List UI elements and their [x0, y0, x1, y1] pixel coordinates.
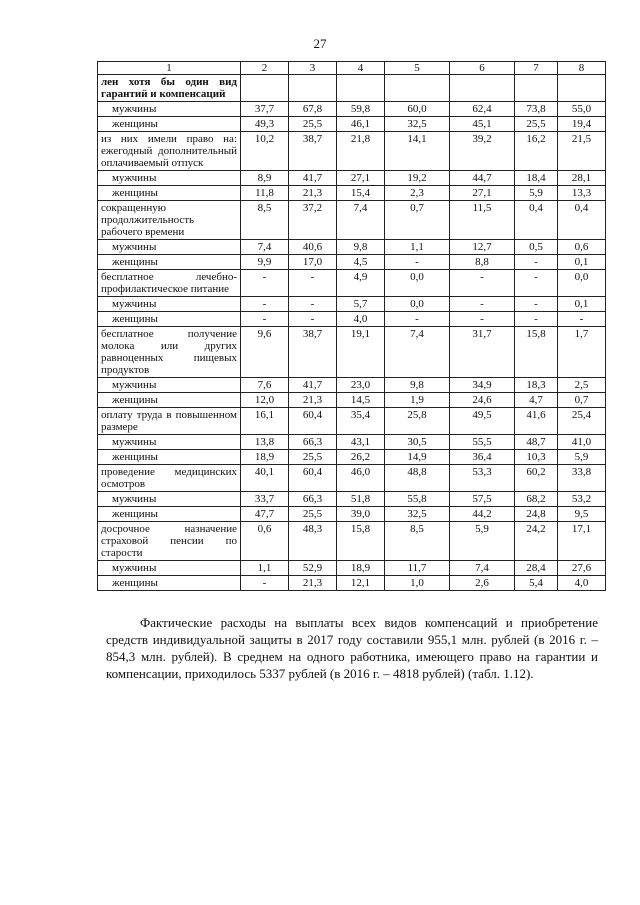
table-cell: 59,8 — [337, 102, 385, 117]
table-row — [98, 132, 606, 171]
table-cell: 8,5 — [241, 201, 289, 240]
table-cell: 49,5 — [450, 408, 515, 435]
table-row — [98, 450, 606, 465]
table-cell: 32,5 — [385, 117, 450, 132]
table-cell: 18,3 — [515, 378, 558, 393]
table-cell: 48,3 — [289, 522, 337, 561]
table-cell: - — [558, 312, 606, 327]
table-cell: 28,4 — [515, 561, 558, 576]
table-row — [98, 408, 606, 435]
row-label: досрочное назначение страховой пенсии по старости — [98, 522, 241, 561]
table-row — [98, 171, 606, 186]
table-cell: - — [450, 297, 515, 312]
table-cell: 14,5 — [337, 393, 385, 408]
table-cell: 0,5 — [515, 240, 558, 255]
table-cell: 46,0 — [337, 465, 385, 492]
row-label: женщины — [98, 450, 241, 465]
column-header: 3 — [289, 62, 337, 75]
table-cell: 1,7 — [558, 327, 606, 378]
table-cell: 40,6 — [289, 240, 337, 255]
table-cell: 48,8 — [385, 465, 450, 492]
statistics-table — [97, 61, 606, 591]
row-label: мужчины — [98, 435, 241, 450]
table-cell: 15,8 — [337, 522, 385, 561]
table-cell: 7,4 — [241, 240, 289, 255]
table-cell: 48,7 — [515, 435, 558, 450]
table-cell: 44,7 — [450, 171, 515, 186]
table-cell: 1,0 — [385, 576, 450, 591]
page-number: 27 — [313, 36, 327, 51]
table-cell: 68,2 — [515, 492, 558, 507]
table-cell: 26,2 — [337, 450, 385, 465]
table-cell: 4,5 — [337, 255, 385, 270]
table-cell: 46,1 — [337, 117, 385, 132]
table-cell: 41,7 — [289, 378, 337, 393]
table-cell: - — [289, 312, 337, 327]
table-cell: 27,1 — [337, 171, 385, 186]
table-cell: 11,7 — [385, 561, 450, 576]
table-cell: 25,5 — [289, 450, 337, 465]
row-label: мужчины — [98, 171, 241, 186]
table-row — [98, 312, 606, 327]
table-cell: 57,5 — [450, 492, 515, 507]
table-cell: - — [450, 270, 515, 297]
table-cell: 8,9 — [241, 171, 289, 186]
column-header: 4 — [337, 62, 385, 75]
table-row — [98, 522, 606, 561]
table-cell: 21,5 — [558, 132, 606, 171]
table-cell: - — [289, 270, 337, 297]
table-cell: 19,1 — [337, 327, 385, 378]
table-cell: 5,4 — [515, 576, 558, 591]
table-cell: 0,7 — [385, 201, 450, 240]
table-cell: 14,1 — [385, 132, 450, 171]
row-label: бесплатное лечебно-профилактическое питание — [98, 270, 241, 297]
row-label: мужчины — [98, 297, 241, 312]
table-cell — [515, 75, 558, 102]
row-label: женщины — [98, 117, 241, 132]
row-label: женщины — [98, 576, 241, 591]
table-cell: 55,8 — [385, 492, 450, 507]
table-cell: 60,4 — [289, 408, 337, 435]
table-cell: 13,3 — [558, 186, 606, 201]
table-cell: - — [385, 255, 450, 270]
column-header: 8 — [558, 62, 606, 75]
table-cell — [558, 75, 606, 102]
table-row — [98, 255, 606, 270]
table-row — [98, 270, 606, 297]
table-cell: 33,7 — [241, 492, 289, 507]
table-cell: 18,4 — [515, 171, 558, 186]
table-cell: 8,8 — [450, 255, 515, 270]
table-row — [98, 492, 606, 507]
table-cell: 25,8 — [385, 408, 450, 435]
table-cell: 2,3 — [385, 186, 450, 201]
table-cell: 28,1 — [558, 171, 606, 186]
column-header: 5 — [385, 62, 450, 75]
table-row — [98, 393, 606, 408]
table-cell: 0,6 — [558, 240, 606, 255]
table-cell: 2,5 — [558, 378, 606, 393]
table-cell: 12,7 — [450, 240, 515, 255]
table-cell: 27,6 — [558, 561, 606, 576]
table-cell: 67,8 — [289, 102, 337, 117]
row-label: женщины — [98, 507, 241, 522]
table-row — [98, 240, 606, 255]
row-label: женщины — [98, 255, 241, 270]
table-cell: 41,6 — [515, 408, 558, 435]
table-cell: 2,6 — [450, 576, 515, 591]
table-cell: 38,7 — [289, 132, 337, 171]
table-cell: 21,3 — [289, 186, 337, 201]
table-cell: 21,3 — [289, 576, 337, 591]
table-cell: 53,3 — [450, 465, 515, 492]
table-cell: 13,8 — [241, 435, 289, 450]
table-cell: 14,9 — [385, 450, 450, 465]
table-cell: 9,9 — [241, 255, 289, 270]
table-cell: 4,7 — [515, 393, 558, 408]
table-cell: - — [515, 270, 558, 297]
table-cell: 38,7 — [289, 327, 337, 378]
table-cell: 7,6 — [241, 378, 289, 393]
table-cell: 24,8 — [515, 507, 558, 522]
table-cell: 34,9 — [450, 378, 515, 393]
table-cell: 17,0 — [289, 255, 337, 270]
table-cell — [450, 75, 515, 102]
table-cell: 0,1 — [558, 297, 606, 312]
table-cell: 30,5 — [385, 435, 450, 450]
table-cell — [337, 75, 385, 102]
table-cell: 24,6 — [450, 393, 515, 408]
table-cell: 41,7 — [289, 171, 337, 186]
table-cell: - — [241, 576, 289, 591]
table-cell: 11,5 — [450, 201, 515, 240]
table-row — [98, 378, 606, 393]
table-cell: 19,2 — [385, 171, 450, 186]
table-row — [98, 102, 606, 117]
table-cell: 4,0 — [337, 312, 385, 327]
table-cell: 60,2 — [515, 465, 558, 492]
table-cell: 52,9 — [289, 561, 337, 576]
row-label: из них имели право на: ежегодный дополнительный оплачиваемый отпуск — [98, 132, 241, 171]
table-cell: 40,1 — [241, 465, 289, 492]
table-cell: 1,1 — [241, 561, 289, 576]
table-cell: 31,7 — [450, 327, 515, 378]
table-cell: - — [241, 312, 289, 327]
table-cell: 1,9 — [385, 393, 450, 408]
table-cell: 25,5 — [289, 507, 337, 522]
table-row — [98, 117, 606, 132]
row-label: женщины — [98, 393, 241, 408]
table-cell: 66,3 — [289, 435, 337, 450]
table-row — [98, 201, 606, 240]
table-cell: 0,0 — [385, 297, 450, 312]
table-cell: 25,5 — [515, 117, 558, 132]
column-header: 7 — [515, 62, 558, 75]
table-cell: - — [241, 270, 289, 297]
column-header: 2 — [241, 62, 289, 75]
table-cell: 10,2 — [241, 132, 289, 171]
table-cell: 47,7 — [241, 507, 289, 522]
table-cell: 19,4 — [558, 117, 606, 132]
table-cell: - — [289, 297, 337, 312]
table-cell: 9,6 — [241, 327, 289, 378]
table-cell: 60,0 — [385, 102, 450, 117]
table-cell: 0,6 — [241, 522, 289, 561]
table-cell: 44,2 — [450, 507, 515, 522]
table-cell: 43,1 — [337, 435, 385, 450]
table-cell: 39,2 — [450, 132, 515, 171]
table-cell: - — [241, 297, 289, 312]
table-cell: 4,9 — [337, 270, 385, 297]
row-label: оплату труда в повышенном размере — [98, 408, 241, 435]
row-label: бесплатное получение молока или других равноценных пищевых продуктов — [98, 327, 241, 378]
table-cell: 25,5 — [289, 117, 337, 132]
column-header: 1 — [98, 62, 241, 75]
row-label: мужчины — [98, 378, 241, 393]
table-row — [98, 465, 606, 492]
table-cell: 0,4 — [558, 201, 606, 240]
table-cell: - — [450, 312, 515, 327]
table-cell: 51,8 — [337, 492, 385, 507]
table-row — [98, 327, 606, 378]
table-cell: 18,9 — [337, 561, 385, 576]
table-cell: 37,7 — [241, 102, 289, 117]
table-row — [98, 186, 606, 201]
table-cell: 17,1 — [558, 522, 606, 561]
table-row — [98, 576, 606, 591]
table-cell: 9,8 — [337, 240, 385, 255]
table-cell: 37,2 — [289, 201, 337, 240]
table-cell: - — [385, 312, 450, 327]
row-label: мужчины — [98, 240, 241, 255]
table-cell: 9,8 — [385, 378, 450, 393]
table-row — [98, 507, 606, 522]
table-cell: 5,9 — [558, 450, 606, 465]
table-cell: 9,5 — [558, 507, 606, 522]
table-cell: 0,7 — [558, 393, 606, 408]
table-cell — [289, 75, 337, 102]
table-cell: 60,4 — [289, 465, 337, 492]
table-row — [98, 75, 606, 102]
table-cell: 21,3 — [289, 393, 337, 408]
table-cell: - — [515, 255, 558, 270]
table-cell: 24,2 — [515, 522, 558, 561]
table-cell: 4,0 — [558, 576, 606, 591]
table-cell: 55,0 — [558, 102, 606, 117]
table-cell: 41,0 — [558, 435, 606, 450]
table-cell: 1,1 — [385, 240, 450, 255]
table-cell: 16,2 — [515, 132, 558, 171]
table-body — [98, 75, 606, 591]
table-cell — [385, 75, 450, 102]
table-cell: 33,8 — [558, 465, 606, 492]
table-cell: 25,4 — [558, 408, 606, 435]
table-cell: 11,8 — [241, 186, 289, 201]
table-cell: 5,9 — [515, 186, 558, 201]
table-row — [98, 561, 606, 576]
table-cell: 5,7 — [337, 297, 385, 312]
table-cell: 49,3 — [241, 117, 289, 132]
table-cell: 32,5 — [385, 507, 450, 522]
table-cell: 23,0 — [337, 378, 385, 393]
table-header-row — [98, 62, 606, 75]
table-cell — [241, 75, 289, 102]
table-cell: 0,0 — [558, 270, 606, 297]
table-cell: 16,1 — [241, 408, 289, 435]
table-cell: - — [515, 312, 558, 327]
table-cell: 7,4 — [385, 327, 450, 378]
table-cell: 7,4 — [450, 561, 515, 576]
table-cell: 55,5 — [450, 435, 515, 450]
table-cell: 62,4 — [450, 102, 515, 117]
row-label: проведение медицинских осмотров — [98, 465, 241, 492]
table-cell: 73,8 — [515, 102, 558, 117]
table-cell: 27,1 — [450, 186, 515, 201]
statistics-table-container — [97, 61, 605, 591]
table-cell: 8,5 — [385, 522, 450, 561]
table-row — [98, 297, 606, 312]
table-cell: 5,9 — [450, 522, 515, 561]
table-cell: 15,4 — [337, 186, 385, 201]
row-label: сокращенную продолжительность рабочего времени — [98, 201, 241, 240]
row-label: мужчины — [98, 561, 241, 576]
body-paragraph: Фактические расходы на выплаты всех видов компенсаций и приобретение средств индивидуальной защиты в 2017 году составили 955,1 млн. рублей (в 2016 г. – 854,3 млн. рублей). В среднем на одного работника, имеющего право на гарантии и компенсации, приходилось 5337 рублей (в 2016 г. – 4818 рублей) (табл. 1.12). — [106, 615, 598, 681]
table-cell: 36,4 — [450, 450, 515, 465]
table-cell: 21,8 — [337, 132, 385, 171]
table-cell: 0,0 — [385, 270, 450, 297]
table-cell: 45,1 — [450, 117, 515, 132]
row-label: мужчины — [98, 492, 241, 507]
table-cell: 12,0 — [241, 393, 289, 408]
table-row — [98, 435, 606, 450]
row-label: женщины — [98, 312, 241, 327]
table-cell: 66,3 — [289, 492, 337, 507]
column-header: 6 — [450, 62, 515, 75]
table-cell: 12,1 — [337, 576, 385, 591]
table-cell: 0,1 — [558, 255, 606, 270]
table-cell: 10,3 — [515, 450, 558, 465]
table-cell: 53,2 — [558, 492, 606, 507]
table-cell: 7,4 — [337, 201, 385, 240]
table-cell: 35,4 — [337, 408, 385, 435]
table-cell: 0,4 — [515, 201, 558, 240]
row-label: мужчины — [98, 102, 241, 117]
row-label: лен хотя бы один вид гарантий и компенсаций — [98, 75, 241, 102]
table-cell: 18,9 — [241, 450, 289, 465]
table-cell: 15,8 — [515, 327, 558, 378]
row-label: женщины — [98, 186, 241, 201]
table-cell: - — [515, 297, 558, 312]
table-cell: 39,0 — [337, 507, 385, 522]
